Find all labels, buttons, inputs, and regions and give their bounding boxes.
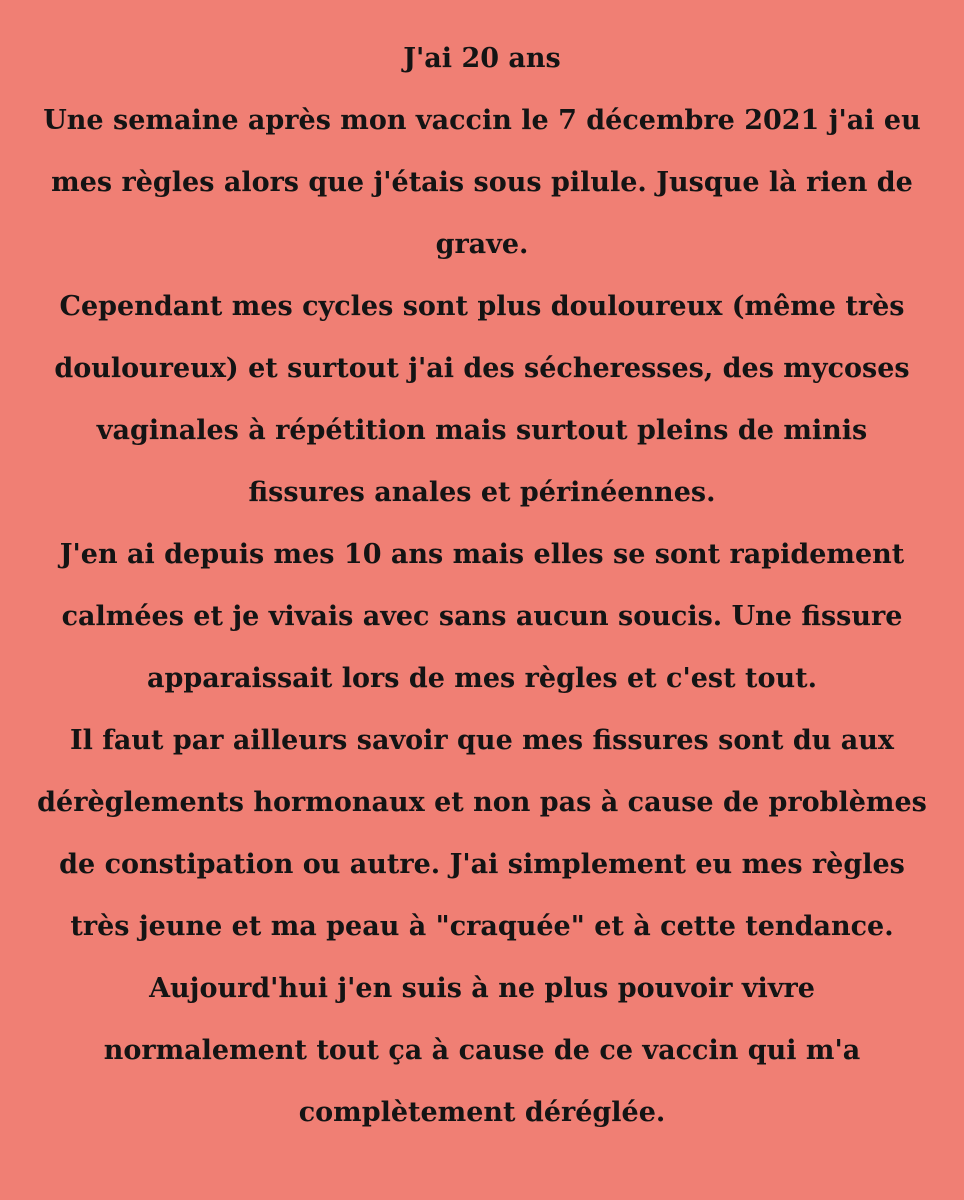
text-line: vaginales à répétition mais surtout pleins de minis (96, 415, 868, 446)
text-line: dérèglements hormonaux et non pas à cause de problèmes (37, 787, 927, 818)
text-line: J'en ai depuis mes 10 ans mais elles se sont rapidement (59, 539, 905, 570)
text-line: J'ai 20 ans (403, 43, 561, 74)
text-line: très jeune et ma peau à "craquée" et à cette tendance. (70, 911, 894, 942)
text-line: normalement tout ça à cause de ce vaccin qui m'a (103, 1035, 861, 1066)
text-line: Aujourd'hui j'en suis à ne plus pouvoir vivre (149, 973, 815, 1004)
text-line: de constipation ou autre. J'ai simplement eu mes règles (59, 849, 905, 880)
text-line: mes règles alors que j'étais sous pilule. Jusque là rien de (51, 167, 913, 198)
text-line: fissures anales et périnéennes. (248, 477, 716, 508)
text-line: Une semaine après mon vaccin le 7 décembre 2021 j'ai eu (43, 105, 921, 136)
text-line: grave. (435, 229, 529, 260)
text-line: apparaissait lors de mes règles et c'est tout. (147, 663, 817, 694)
text-line: douloureux) et surtout j'ai des sécheresses, des mycoses (54, 353, 910, 384)
text-line: Cependant mes cycles sont plus douloureux (même très (59, 291, 905, 322)
text-line: complètement déréglée. (298, 1097, 666, 1128)
testimony-text (20, 28, 944, 1144)
text-line: calmées et je vivais avec sans aucun soucis. Une fissure (61, 601, 903, 632)
text-line: Il faut par ailleurs savoir que mes fissures sont du aux (69, 725, 894, 756)
